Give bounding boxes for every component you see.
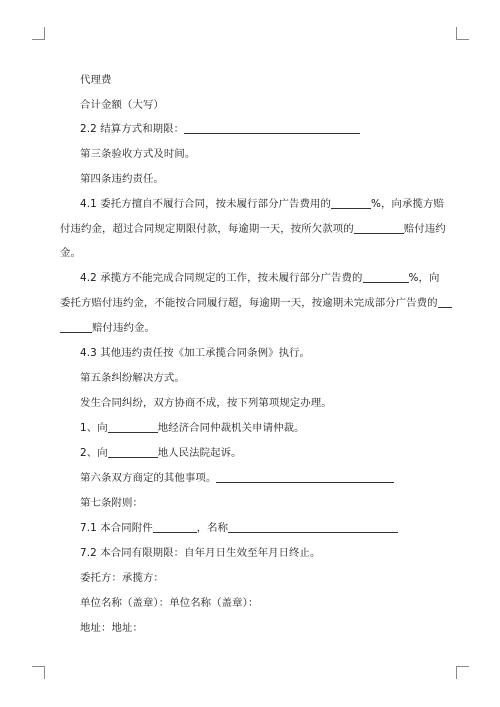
- text: 合计金额（大写）: [80, 99, 164, 111]
- text: %，向承揽方赔: [371, 198, 444, 210]
- text: 第四条违约责任。: [80, 173, 164, 185]
- text: ，名称: [196, 522, 229, 534]
- text-line: [60, 222, 444, 236]
- text: 2、向: [80, 447, 108, 459]
- text: 单位名称（盖章）：单位名称（盖章）：: [80, 597, 259, 609]
- text: 地经济合同仲裁机关申请仲裁。: [157, 422, 305, 434]
- text: 4.2 承揽方不能完成合同规定的工作，按未履行部分广告费的: [80, 272, 363, 284]
- text: 代理费: [80, 74, 112, 86]
- blank-field: [108, 446, 158, 458]
- crop-mark-top-right: [456, 27, 469, 40]
- blank-field: [354, 222, 404, 234]
- text-line: [80, 271, 444, 285]
- blank-field: [438, 296, 452, 308]
- text: 赔付违约金。: [92, 322, 155, 334]
- text-line: [80, 73, 444, 87]
- text: 2.2 结算方式和期限：: [80, 123, 185, 135]
- blank-field: [216, 471, 394, 483]
- blank-field: [153, 521, 197, 533]
- text: 7.1 本合同附件: [80, 522, 153, 534]
- blank-field: [228, 521, 398, 533]
- text-line: [80, 396, 444, 410]
- text: 地址：地址：: [80, 622, 143, 634]
- blank-field: [60, 321, 92, 333]
- crop-mark-bottom-right: [456, 666, 469, 679]
- text: 第五条纠纷解决方式。: [80, 372, 185, 384]
- text-line: [80, 571, 444, 585]
- text: 委托方赔付违约金，不能按合同履行超，每逾期一天，按逾期未完成部分广告费的: [60, 297, 438, 309]
- text-line: [60, 321, 444, 335]
- text-line: [80, 546, 444, 560]
- text-line: [60, 246, 444, 260]
- text-line: [80, 346, 444, 360]
- text: 付违约金，超过合同规定期限付款，每逾期一天，按所欠款项的: [60, 223, 354, 235]
- text: 第六条双方商定的其他事项。: [80, 472, 217, 484]
- text: 委托方：承揽方：: [80, 572, 164, 584]
- blank-field: [184, 122, 360, 134]
- text-line: [80, 471, 444, 485]
- text-line: [80, 421, 444, 435]
- text-line: [80, 446, 444, 460]
- text: 第三条验收方式及时间。: [80, 148, 196, 160]
- text-line: [80, 122, 444, 136]
- text: 金。: [60, 247, 81, 259]
- text-line: [80, 197, 444, 211]
- crop-mark-bottom-left: [32, 666, 45, 679]
- crop-mark-top-left: [32, 27, 45, 40]
- text: 赔付违约: [403, 223, 446, 235]
- text-line: [80, 371, 444, 385]
- text: 7.2 本合同有限期限：自年月日生效至年月日终止。: [80, 547, 321, 559]
- text-line: [80, 621, 444, 635]
- text-line: [80, 596, 444, 610]
- text-line: [80, 172, 444, 186]
- text: 4.1 委托方擅自不履行合同，按未履行部分广告费用的: [80, 198, 332, 210]
- text-line: [80, 496, 444, 510]
- text-line: [60, 296, 444, 310]
- text: 第七条附则：: [80, 497, 143, 509]
- text: %，向: [408, 272, 440, 284]
- text-line: [80, 98, 444, 112]
- text: 发生合同纠纷，双方协商不成，按下列第项规定办理。: [80, 397, 332, 409]
- text: 地人民法院起诉。: [157, 447, 242, 459]
- blank-field: [331, 197, 371, 209]
- text: 1、向: [80, 422, 108, 434]
- blank-field: [108, 421, 158, 433]
- blank-field: [363, 271, 409, 283]
- text: 4.3 其他违约责任按《加工承揽合同条例》执行。: [80, 347, 311, 359]
- text-line: [80, 147, 444, 161]
- text-line: [80, 521, 444, 535]
